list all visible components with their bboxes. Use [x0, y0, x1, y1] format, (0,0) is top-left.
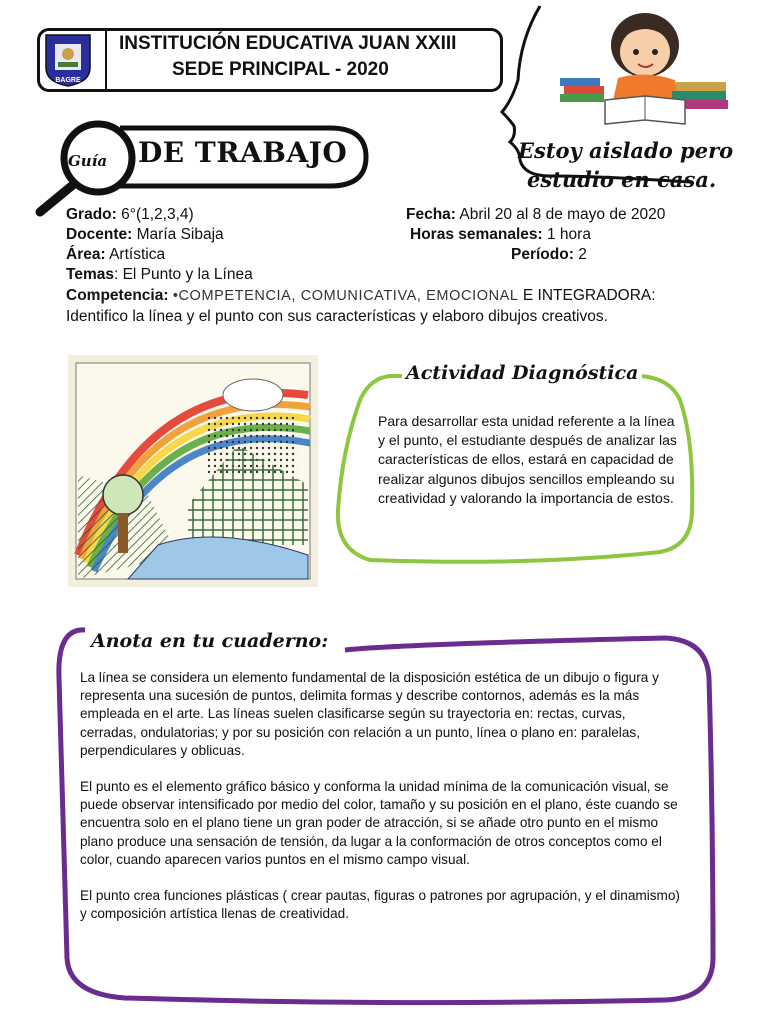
horas-row — [410, 225, 591, 245]
area-label: Área: — [66, 246, 106, 263]
header-divider — [105, 30, 107, 90]
grado-label: Grado: — [66, 206, 117, 223]
guide-title: DE TRABAJO — [138, 136, 348, 169]
area-value: Artística — [109, 246, 166, 263]
grado-value: 6°(1,2,3,4) — [121, 206, 194, 223]
diagnostic-title: Actividad Diagnóstica — [402, 362, 642, 384]
notes-paragraph-2: El punto es el elemento gráfico básico y conforma la unidad mínima de la comunicación visual, se puede observar intensificado por medio del color, tamaño y su posición en el plano, éste cuando se encuentra solo en el plano tiene un gran poder de atracción, si se añade otro punto en el mismo plano produce una sensación de tensión, da lugar a la conformación de otros conceptos como el color, cuando aparecen varios puntos en el mismo campo visual. — [80, 779, 678, 867]
area-row — [66, 245, 165, 265]
school-crest-logo — [42, 32, 94, 88]
fecha-label: Fecha: — [406, 206, 456, 223]
temas-label: Temas — [66, 266, 114, 283]
notes-title: Anota en tu cuaderno: — [88, 630, 331, 652]
crest-label: BAGRE — [55, 77, 81, 84]
diagnostic-text: Para desarrollar esta unidad referente a la línea y el punto, el estudiante después de analizar las características de ellos, estará en capacidad de realizar algunos dibujos sencillos empleando su creatividad y valorando la importancia de estos. — [378, 413, 677, 506]
notes-paragraph-1: La línea se considera un elemento fundamental de la disposición estética de un dibujo o figura y representa una sucesión de puntos, delimita formas y describe contornos, además es la más empleada en el arte. Las líneas suelen clasificarse según su trayectoria en: rectas, curvas, cerradas, ondulatorias; y por su posición con relación a un punto, línea o plano en: paralelas, perpendiculares y oblicuas. — [80, 670, 659, 758]
docente-label: Docente: — [66, 226, 133, 243]
institution-sede: SEDE PRINCIPAL - 2020 — [172, 59, 389, 80]
slogan-line-1: Estoy aislado pero — [518, 138, 734, 163]
fecha-row — [406, 205, 665, 225]
temas-row — [66, 265, 253, 285]
notes-body — [80, 669, 680, 941]
competencia-row — [66, 286, 656, 306]
line-and-point-artwork — [68, 355, 318, 587]
periodo-value: 2 — [578, 246, 587, 263]
grado-row — [66, 205, 194, 225]
notes-paragraph-3: El punto crea funciones plásticas ( crear pautas, figuras o patrones por agrupación, y el dinamismo) y composición artística llenas de creatividad. — [80, 888, 680, 922]
competencia-label: Competencia: — [66, 287, 169, 304]
guide-prefix: Guía — [68, 152, 108, 170]
docente-row — [66, 225, 224, 245]
institution-name: INSTITUCIÓN EDUCATIVA JUAN XXIII — [119, 33, 457, 54]
temas-value: : El Punto y la Línea — [113, 266, 253, 283]
fecha-value: Abril 20 al 8 de mayo de 2020 — [459, 206, 666, 223]
competencia-description: Identifico la línea y el punto con sus características y elaboro dibujos creativos. — [66, 308, 608, 325]
competencia-caps: •COMPETENCIA, COMUNICATIVA, EMOCIONAL — [172, 288, 519, 304]
competencia-rest: E INTEGRADORA: — [518, 287, 656, 304]
horas-label: Horas semanales: — [410, 226, 543, 243]
periodo-label: Período: — [511, 246, 574, 263]
docente-value: María Sibaja — [136, 226, 224, 243]
slogan-line-2: estudio en casa. — [527, 167, 717, 192]
periodo-row — [511, 245, 587, 265]
horas-value: 1 hora — [547, 226, 591, 243]
